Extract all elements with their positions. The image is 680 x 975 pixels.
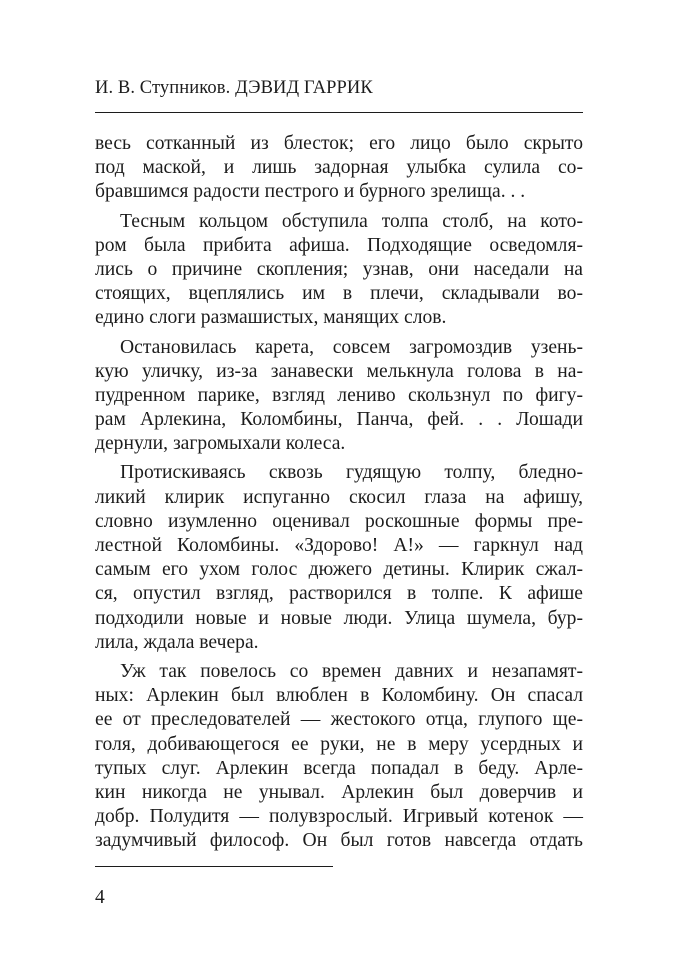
text-line: лись о причине скопления; узнав, они наседали на xyxy=(95,258,583,280)
text-line: рам Арлекина, Коломбины, Панча, фей. . . Лошади xyxy=(95,409,583,431)
running-head: И. В. Ступников. ДЭВИД ГАРРИК xyxy=(95,78,373,98)
text-line: кин никогда не унывал. Арлекин был доверчив и xyxy=(95,781,583,803)
footnote-rule xyxy=(95,866,333,867)
text-line: Тесным кольцом обступила толпа столб, на кото- xyxy=(120,210,583,232)
header-rule xyxy=(95,112,583,113)
text-line: под маской, и лишь задорная улыбка сулила со- xyxy=(95,157,583,179)
text-line: Остановилась карета, совсем загромоздив узень- xyxy=(120,336,583,358)
text-line: едино слоги размашистых, манящих слов. xyxy=(95,307,447,329)
text-line: лестной Коломбины. «Здорово! А!» — гаркнул над xyxy=(95,535,583,556)
text-line: задумчивый философ. Он был готов навсегда отдать xyxy=(95,830,583,852)
body-text xyxy=(95,132,583,853)
text-line: пудренном парике, взгляд лениво скользнул по фигу- xyxy=(95,384,583,406)
text-line: весь сотканный из блесток; его лицо было скрыто xyxy=(95,133,583,154)
text-line: ных: Арлекин был влюблен в Коломбину. Он спасал xyxy=(95,685,583,707)
text-line: словно изумленно оценивал роскошные формы пре- xyxy=(95,510,583,532)
text-line: стоящих, вцеплялись им в плечи, складывали во- xyxy=(95,283,583,305)
page-number: 4 xyxy=(95,887,105,908)
text-line: лила, ждала вечера. xyxy=(95,631,259,653)
paragraph xyxy=(95,132,583,205)
text-line: добр. Полудитя — полувзрослый. Игривый котенок — xyxy=(95,806,583,828)
text-line: Уж так повелось со времен давних и незапамят- xyxy=(120,660,583,682)
text-line: подходили новые и новые люди. Улица шумела, бур- xyxy=(95,607,583,629)
text-line: самым его ухом голос дюжего детины. Клирик сжал- xyxy=(95,559,583,581)
text-line: бравшимся радости пестрого и бурного зрелища. . . xyxy=(95,181,526,203)
paragraph xyxy=(95,210,583,331)
paragraph xyxy=(95,461,583,655)
text-line: кую уличку, из-за занавески мелькнула голова в на- xyxy=(95,360,583,382)
paragraph xyxy=(95,336,583,457)
text-line: ром была прибита афиша. Подходящие осведомля- xyxy=(95,234,583,256)
text-line: ся, опустил взгляд, растворился в толпе. К афише xyxy=(95,583,583,605)
text-line: голя, добивающегося ее руки, не в меру усердных и xyxy=(95,733,583,755)
paragraph xyxy=(95,660,583,854)
text-line: дернули, загромыхали колеса. xyxy=(95,433,346,455)
text-line: ликий клирик испуганно скосил глаза на афишу, xyxy=(95,486,583,508)
text-line: Протискиваясь сквозь гудящую толпу, бледно- xyxy=(120,462,583,484)
text-line: ее от преследователей — жестокого отца, глупого ще- xyxy=(95,709,583,731)
text-line: тупых слуг. Арлекин всегда попадал в беду. Арле- xyxy=(95,757,583,779)
